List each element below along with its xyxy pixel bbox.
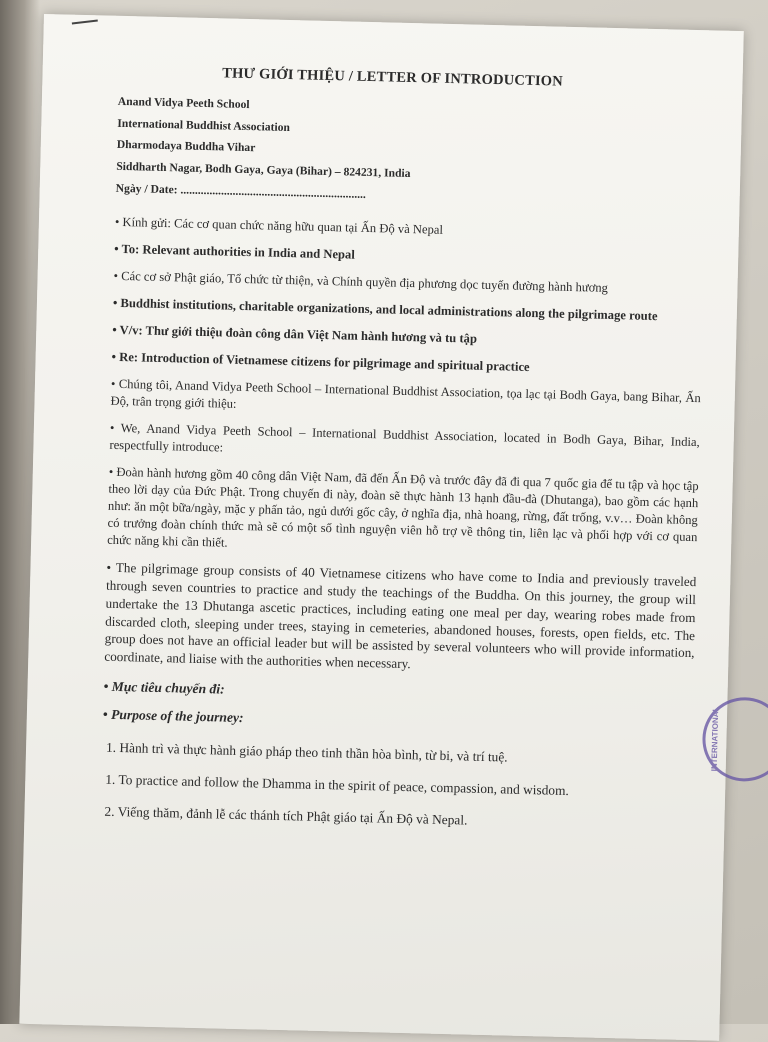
address-line-2: International Buddhist Association (117, 116, 291, 134)
subject-vi: • V/v: Thư giới thiệu đoàn công dân Việt Nam hành hương và tu tập (112, 322, 478, 346)
page-title: THƯ GIỚI THIỆU / LETTER OF INTRODUCTION (221, 65, 564, 90)
body-en: • The pilgrimage group consists of 40 Vietnamese citizens who have come to India and previously traveled through seven countries to practice and study the teachings of the Buddha. On this journey, the group will undertake the 13 Dhutanga ascetic practices, including eating one meal per day, wearing robes made from discarded cloth, sleeping under trees, staying in cemeteries, abandoned houses, forests, open fields, etc. The group does not have an official leader but will be assisted by several volunteers who will provide information, coordinate, and liaise with the authorities when necessary. (104, 559, 697, 672)
pen-mark (72, 20, 98, 25)
letter-content (100, 94, 708, 849)
recipient-vi: • Kính gửi: Các cơ quan chức năng hữu quan tại Ấn Độ và Nepal (114, 215, 444, 238)
letter-page (19, 14, 743, 1041)
recipient-en: • To: Relevant authorities in India and Nepal (114, 241, 355, 262)
recipient-institutions-vi: • Các cơ sở Phật giáo, Tổ chức từ thiện, và Chính quyền địa phương dọc tuyến đường hành hương (113, 268, 609, 296)
intro-vi: • Chúng tôi, Anand Vidya Peeth School – International Buddhist Association, tọa lạc tại Bodh Gaya, bang Bihar, Ấn Độ, trân trọng giới thiệu: (110, 376, 701, 412)
purpose-heading-vi: • Mục tiêu chuyến đi: (103, 678, 225, 697)
body-vi: • Đoàn hành hương gồm 40 công dân Việt Nam, đã đến Ấn Độ và trước đây đã đi qua 7 quốc gia để tu tập và học tập theo lời dạy của Đức Phật. Trong chuyến đi này, đoàn sẽ thực hành 13 hạnh đầu-đà (Dhutanga), bao gồm các hạnh như: ăn một bữa/ngày, mặc y phấn tảo, ngủ dưới gốc cây, ở nghĩa địa, nhà hoang, rừng, đất trống, v.v… Đoàn không có trưởng đoàn chính thức mà sẽ có một số tình nguyện viên hỗ trợ về thông tin, liên lạc và phối hợp với cơ quan chức năng khi cần thiết. (106, 464, 699, 550)
address-line-3: Dharmodaya Buddha Vihar (116, 138, 256, 155)
subject-en: • Re: Introduction of Vietnamese citizens for pilgrimage and spiritual practice (111, 349, 530, 375)
address-line-4: Siddharth Nagar, Bodh Gaya, Gaya (Bihar) – 824231, India (116, 159, 411, 180)
purpose-item-1-en: 1. To practice and follow the Dhamma in the spirit of peace, compassion, and wisdom. (105, 771, 570, 798)
purpose-heading-en: • Purpose of the journey: (102, 707, 244, 726)
stamp-text: INTERNATIONAL (709, 706, 721, 772)
date-line: Ngày / Date: ................................................................ (115, 181, 367, 201)
purpose-item-1-vi: 1. Hành trì và thực hành giáo pháp theo tinh thần hòa bình, từ bi, và trí tuệ. (105, 739, 508, 765)
purpose-item-2-vi: 2. Viếng thăm, đảnh lễ các thánh tích Phật giáo tại Ấn Độ và Nepal. (104, 803, 468, 828)
official-stamp (701, 696, 768, 782)
recipient-institutions-en: • Buddhist institutions, charitable organizations, and local administrations along the pilgrimage route (112, 295, 658, 324)
intro-en: • We, Anand Vidya Peeth School – International Buddhist Association, located in Bodh Gaya, Bihar, India, respectfully introduce: (109, 420, 700, 455)
address-line-1: Anand Vidya Peeth School (117, 94, 250, 112)
